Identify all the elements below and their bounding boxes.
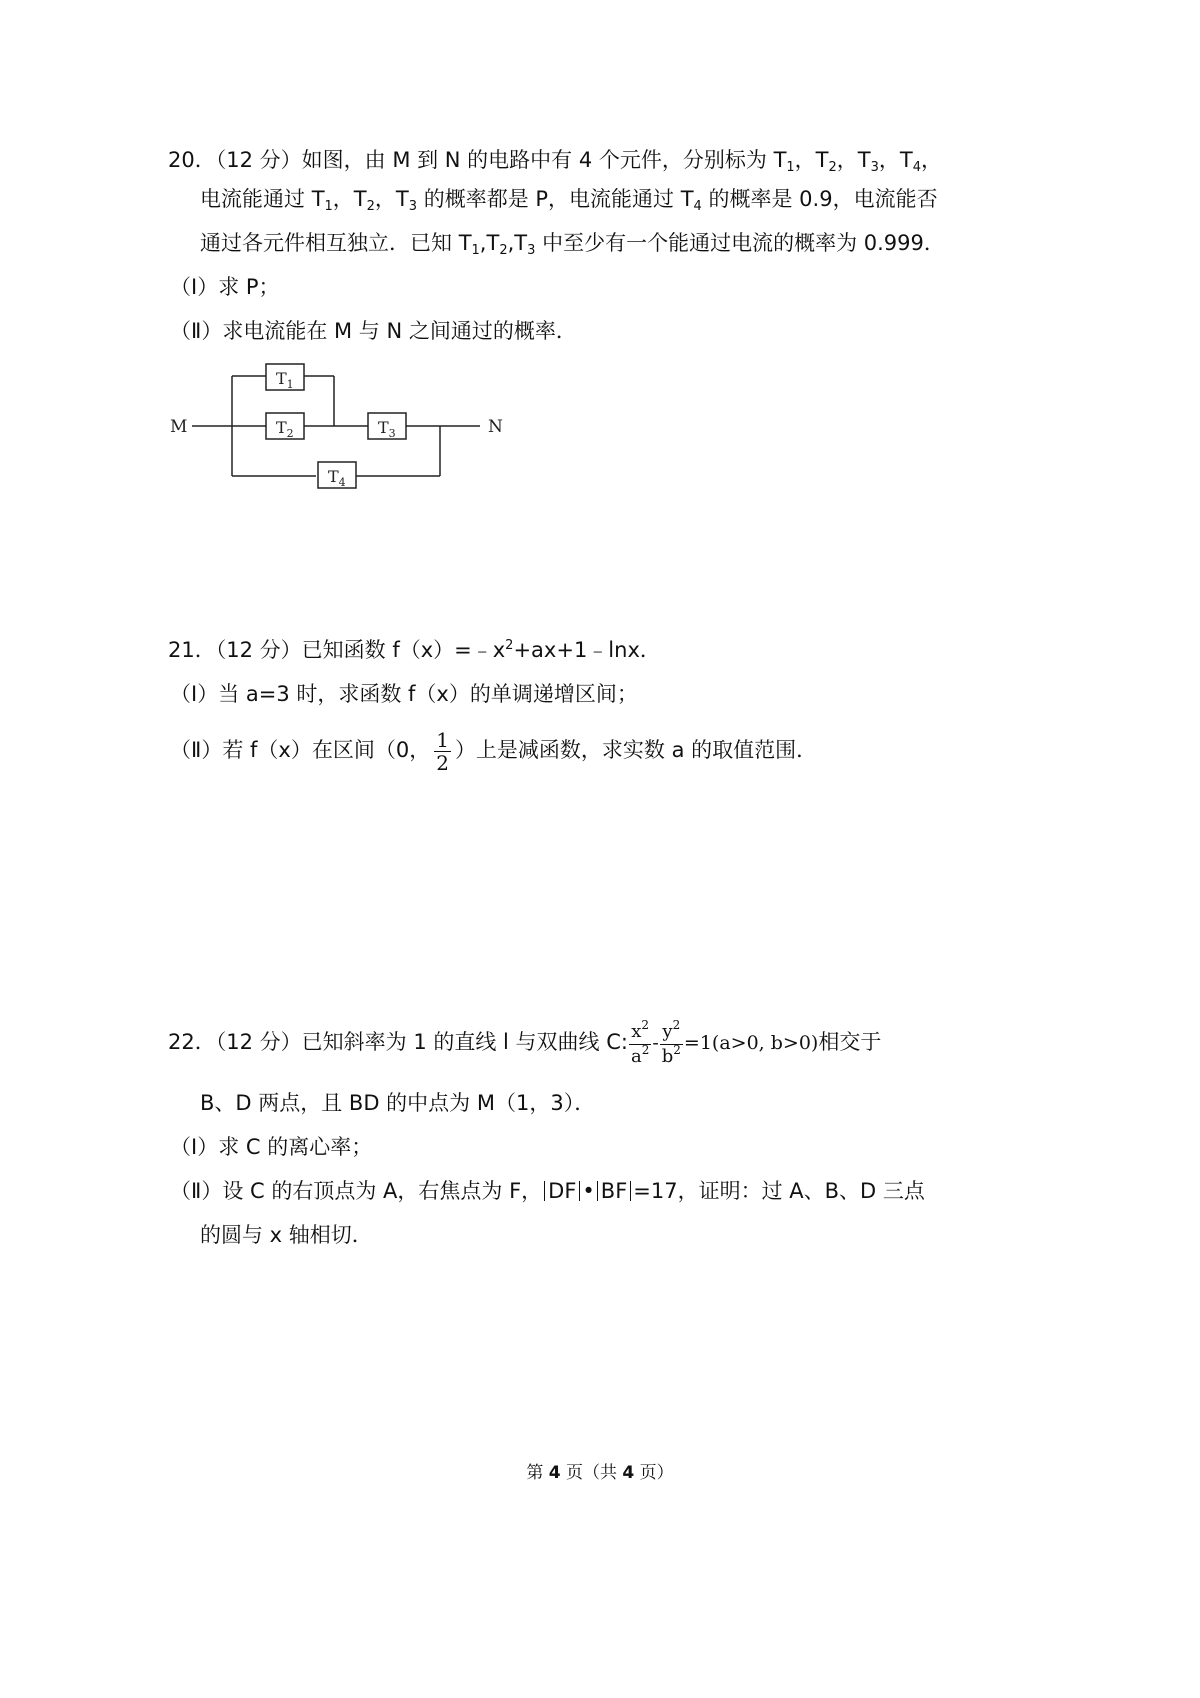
q20-score: （12 分） — [215, 148, 302, 172]
t4-label: $T_4$ — [328, 467, 346, 489]
q21-part-2: （Ⅱ）若 f（x）在区间（0， $\frac{1}{2}$ ）上是减函数，求实数 a 的取值范围． — [170, 727, 818, 775]
abs-bf: BF — [597, 1181, 632, 1201]
hyperbola-equation: $\frac{x^2}{a^2}$ - $\frac{y^2}{b^2}$ =1(a>0, b>0) — [630, 1017, 819, 1067]
abs-df: DF — [544, 1181, 580, 1201]
q22-stem: 22．（12 分）已知斜率为 1 的直线 l 与双曲线 C: $\frac{x^2}{a^2}$ - $\frac{y^2}{b^2}$ =1(a>0, b>0)相交于 — [168, 1017, 882, 1067]
q22-part-2: （Ⅱ）设 C 的右顶点为 A，右焦点为 F， DF • BF =17，证明：过 A、B、D 三点 — [170, 1179, 925, 1203]
q20-line-2: 电流能通过 $T_1$，$T_2$，$T_3$ 的概率都是 P，电流能通过 $T_4$ 的概率是 0.9，电流能否 — [200, 187, 938, 214]
q20-part-2: （Ⅱ）求电流能在 M 与 N 之间通过的概率． — [170, 319, 577, 343]
q21-part-1: （Ⅰ）当 a=3 时，求函数 f（x）的单调递增区间； — [170, 682, 638, 706]
fraction-one-half: $\frac{1}{2}$ — [436, 727, 449, 775]
page-footer: 第 4 页（共 4 页） — [526, 1463, 674, 1483]
q22-part-1: （Ⅰ）求 C 的离心率； — [170, 1135, 373, 1159]
page-total: 4 — [622, 1463, 635, 1483]
q20-t1: $T_1$ — [773, 148, 795, 175]
q20-text: 如图，由 M 到 N 的电路中有 4 个元件，分别标为 — [301, 148, 774, 172]
t2-label: $T_2$ — [276, 418, 294, 440]
circuit-label-m: M — [170, 417, 188, 437]
q20-part-1: （Ⅰ）求 P； — [170, 275, 280, 299]
q20-t4: $T_4$ — [899, 148, 921, 175]
q20-t2: $T_2$ — [815, 148, 837, 175]
q22-number: 22． — [168, 1030, 216, 1054]
q22-line-last: 的圆与 x 轴相切． — [200, 1223, 373, 1247]
q21-number: 21． — [168, 638, 216, 662]
circuit-label-n: N — [488, 417, 503, 437]
q20-line-1: 20．（12 分）如图，由 M 到 N 的电路中有 4 个元件，分别标为 $T_1$，$T_2$，$T_3$，$T_4$， — [168, 148, 942, 175]
q21-stem: 21．（12 分）已知函数 $f(x)=﹣x^2+ax+1﹣\ln x$． — [168, 638, 661, 662]
circuit-diagram — [170, 360, 510, 495]
page-number: 4 — [548, 1463, 561, 1483]
q22-score: （12 分） — [215, 1030, 302, 1054]
q20-number: 20． — [168, 148, 216, 172]
q22-line-2: B、D 两点，且 BD 的中点为 M（1，3）． — [200, 1091, 596, 1115]
q20-t3: $T_3$ — [857, 148, 879, 175]
t3-label: $T_3$ — [378, 418, 396, 440]
q20-line-3: 通过各元件相互独立．已知 $T_1,T_2,T_3$ 中至少有一个能通过电流的概率为 0.999． — [200, 231, 945, 258]
t1-label: $T_1$ — [276, 369, 294, 391]
q21-score: （12 分） — [215, 638, 302, 662]
